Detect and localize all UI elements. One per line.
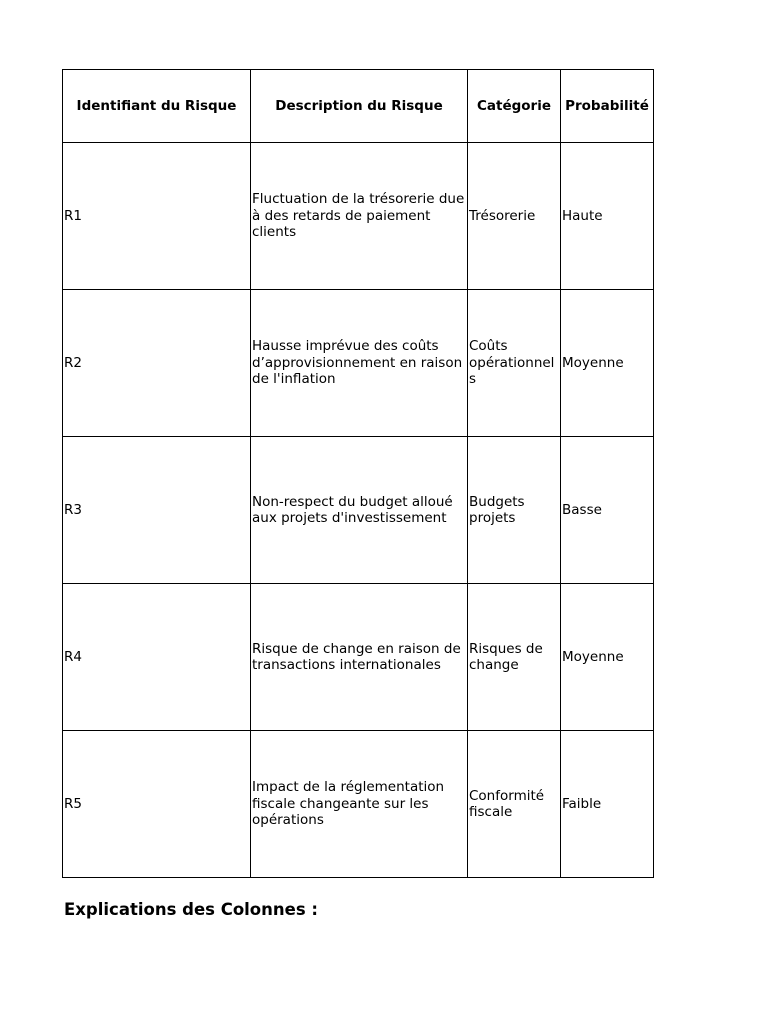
risk-description-cell: Non-respect du budget alloué aux projets d'investissement <box>251 437 468 584</box>
header-category: Catégorie <box>468 70 561 143</box>
risk-category-cell: Trésorerie <box>468 143 561 290</box>
table-row <box>63 437 654 584</box>
risk-probability-cell: Faible <box>561 731 654 878</box>
risk-category-cell: Budgets projets <box>468 437 561 584</box>
risk-category-cell: Conformité fiscale <box>468 731 561 878</box>
risk-category-cell: Risques de change <box>468 584 561 731</box>
risk-id-cell: R1 <box>63 143 251 290</box>
risk-description-cell: Hausse imprévue des coûts d’approvisionnement en raison de l'inflation <box>251 290 468 437</box>
risk-probability-cell: Basse <box>561 437 654 584</box>
table-row <box>63 584 654 731</box>
header-probability: Probabilité <box>561 70 654 143</box>
risk-probability-cell: Haute <box>561 143 654 290</box>
risk-category-cell: Coûts opérationnels <box>468 290 561 437</box>
risk-description-cell: Risque de change en raison de transactions internationales <box>251 584 468 731</box>
risk-id-cell: R5 <box>63 731 251 878</box>
risk-probability-cell: Moyenne <box>561 290 654 437</box>
table-header-row <box>63 70 654 143</box>
table-row <box>63 290 654 437</box>
risk-id-cell: R3 <box>63 437 251 584</box>
risk-table <box>62 69 654 878</box>
header-risk-description: Description du Risque <box>251 70 468 143</box>
risk-id-cell: R2 <box>63 290 251 437</box>
section-heading-column-explanations: Explications des Colonnes : <box>64 900 318 919</box>
risk-probability-cell: Moyenne <box>561 584 654 731</box>
table-row <box>63 143 654 290</box>
table-row <box>63 731 654 878</box>
risk-description-cell: Impact de la réglementation fiscale changeante sur les opérations <box>251 731 468 878</box>
header-risk-id: Identifiant du Risque <box>63 70 251 143</box>
risk-description-cell: Fluctuation de la trésorerie due à des retards de paiement clients <box>251 143 468 290</box>
risk-id-cell: R4 <box>63 584 251 731</box>
